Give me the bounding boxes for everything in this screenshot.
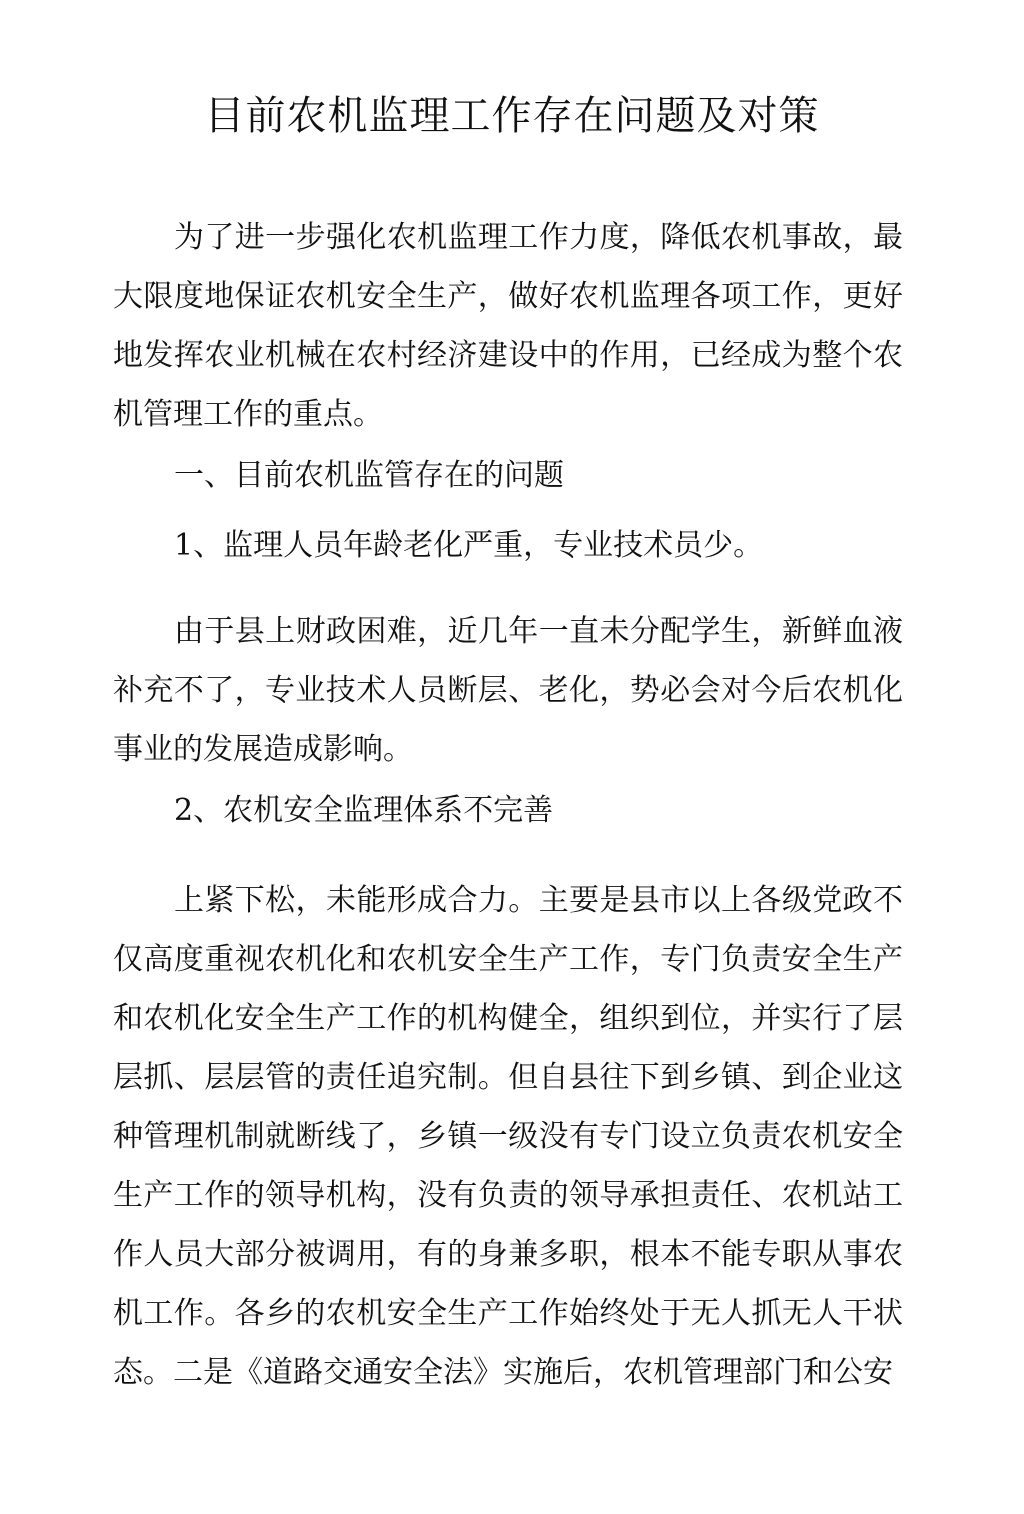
item-heading-1: 1、监理人员年龄老化严重，专业技术员少。 (174, 528, 764, 563)
item-body-1: 由于县上财政困难，近几年一直未分配学生，新鲜血液补充不了，专业技术人员断层、老化，势必会对今后农机化事业的发展造成影响。 (113, 614, 903, 767)
intro-paragraph: 为了进一步强化农机监理工作力度，降低农机事故，最大限度地保证农机安全生产，做好农机监理各项工作，更好地发挥农业机械在农村经济建设中的作用，已经成为整个农机管理工作的重点。 (113, 220, 903, 432)
item-body-2: 上紧下松，未能形成合力。主要是县市以上各级党政不仅高度重视农机化和农机安全生产工作，专门负责安全生产和农机化安全生产工作的机构健全，组织到位，并实行了层层抓、层层管的责任追究制。但自县往下到乡镇、到企业这种管理机制就断线了，乡镇一级没有专门设立负责农机安全生产工作的领导机构，没有负责的领导承担责任、农机站工作人员大部分被调用，有的身兼多职，根本不能专职从事农机工作。各乡的农机安全生产工作始终处于无人抓无人干状态。二是《道路交通安全法》实施后，农机管理部门和公安 (113, 883, 903, 1390)
item-heading-2: 2、农机安全监理体系不完善 (174, 793, 554, 828)
document-title: 目前农机监理工作存在问题及对策 (204, 93, 820, 139)
section-heading: 一、目前农机监管存在的问题 (174, 458, 564, 493)
